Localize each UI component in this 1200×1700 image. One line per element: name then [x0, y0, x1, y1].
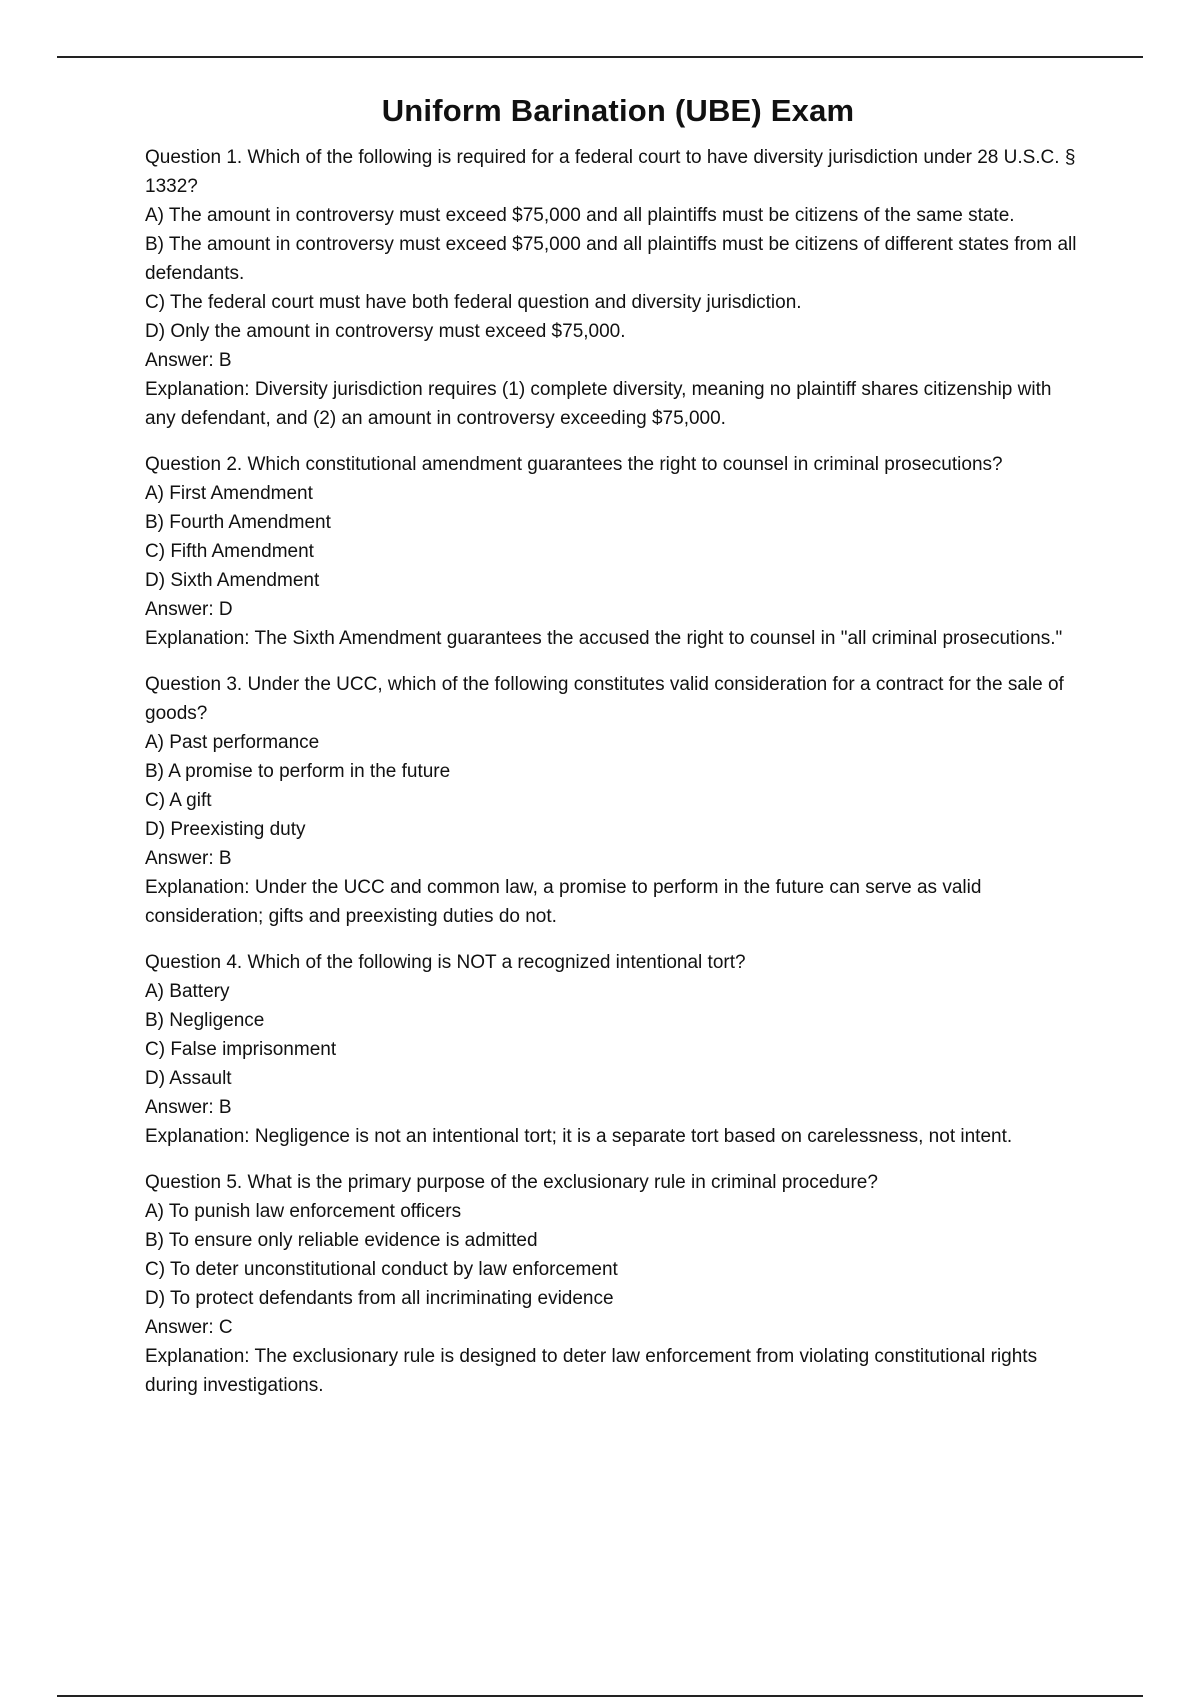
- option-a: A) To punish law enforcement officers: [145, 1201, 462, 1222]
- question-text: Question 5. What is the primary purpose of the exclusionary rule in criminal procedure?: [145, 1172, 878, 1193]
- option-a: A) Past performance: [145, 732, 320, 753]
- question-block: [145, 450, 1085, 653]
- option-d: D) To protect defendants from all incriminating evidence: [145, 1288, 614, 1309]
- answer-text: Answer: C: [145, 1317, 233, 1338]
- explanation-text: Explanation: The Sixth Amendment guarantees the accused the right to counsel in "all criminal prosecutions.": [145, 628, 1063, 649]
- option-a: A) First Amendment: [145, 483, 313, 504]
- question-text: Question 4. Which of the following is NOT a recognized intentional tort?: [145, 952, 746, 973]
- answer-text: Answer: B: [145, 350, 232, 371]
- top-divider: [57, 56, 1143, 58]
- option-b: B) The amount in controversy must exceed $75,000 and all plaintiffs must be citizens of different states from all defendants.: [145, 234, 1077, 284]
- question-text: Question 1. Which of the following is required for a federal court to have diversity jurisdiction under 28 U.S.C. § 1332?: [145, 147, 1076, 197]
- bottom-divider: [57, 1695, 1143, 1697]
- question-block: [145, 143, 1085, 433]
- option-a: A) Battery: [145, 981, 230, 1002]
- option-d: D) Only the amount in controversy must exceed $75,000.: [145, 321, 626, 342]
- option-b: B) Fourth Amendment: [145, 512, 331, 533]
- page-title: Uniform Barination (UBE) Exam: [381, 92, 855, 128]
- option-d: D) Preexisting duty: [145, 819, 306, 840]
- option-c: C) A gift: [145, 790, 212, 811]
- option-c: C) Fifth Amendment: [145, 541, 314, 562]
- question-block: [145, 670, 1085, 931]
- question-text: Question 2. Which constitutional amendment guarantees the right to counsel in criminal prosecutions?: [145, 454, 1003, 475]
- option-b: B) A promise to perform in the future: [145, 761, 451, 782]
- option-d: D) Assault: [145, 1068, 232, 1089]
- option-d: D) Sixth Amendment: [145, 570, 320, 591]
- question-block: [145, 948, 1085, 1151]
- explanation-text: Explanation: Diversity jurisdiction requires (1) complete diversity, meaning no plaintiff shares citizenship with any defendant, and (2) an amount in controversy exceeding $75,000.: [145, 379, 1052, 429]
- option-b: B) To ensure only reliable evidence is admitted: [145, 1230, 538, 1251]
- answer-text: Answer: B: [145, 848, 232, 869]
- explanation-text: Explanation: Under the UCC and common law, a promise to perform in the future can serve as valid consideration; gifts and preexisting duties do not.: [145, 877, 982, 927]
- question-block: [145, 1168, 1085, 1400]
- option-b: B) Negligence: [145, 1010, 265, 1031]
- option-c: C) The federal court must have both federal question and diversity jurisdiction.: [145, 292, 802, 313]
- explanation-text: Explanation: The exclusionary rule is designed to deter law enforcement from violating constitutional rights during investigations.: [145, 1346, 1038, 1396]
- answer-text: Answer: B: [145, 1097, 232, 1118]
- option-a: A) The amount in controversy must exceed $75,000 and all plaintiffs must be citizens of the same state.: [145, 205, 1015, 226]
- explanation-text: Explanation: Negligence is not an intentional tort; it is a separate tort based on carelessness, not intent.: [145, 1126, 1013, 1147]
- option-c: C) False imprisonment: [145, 1039, 337, 1060]
- option-c: C) To deter unconstitutional conduct by law enforcement: [145, 1259, 618, 1280]
- question-text: Question 3. Under the UCC, which of the following constitutes valid consideration for a contract for the sale of goods?: [145, 674, 1064, 724]
- answer-text: Answer: D: [145, 599, 233, 620]
- exam-content: [145, 143, 1085, 1417]
